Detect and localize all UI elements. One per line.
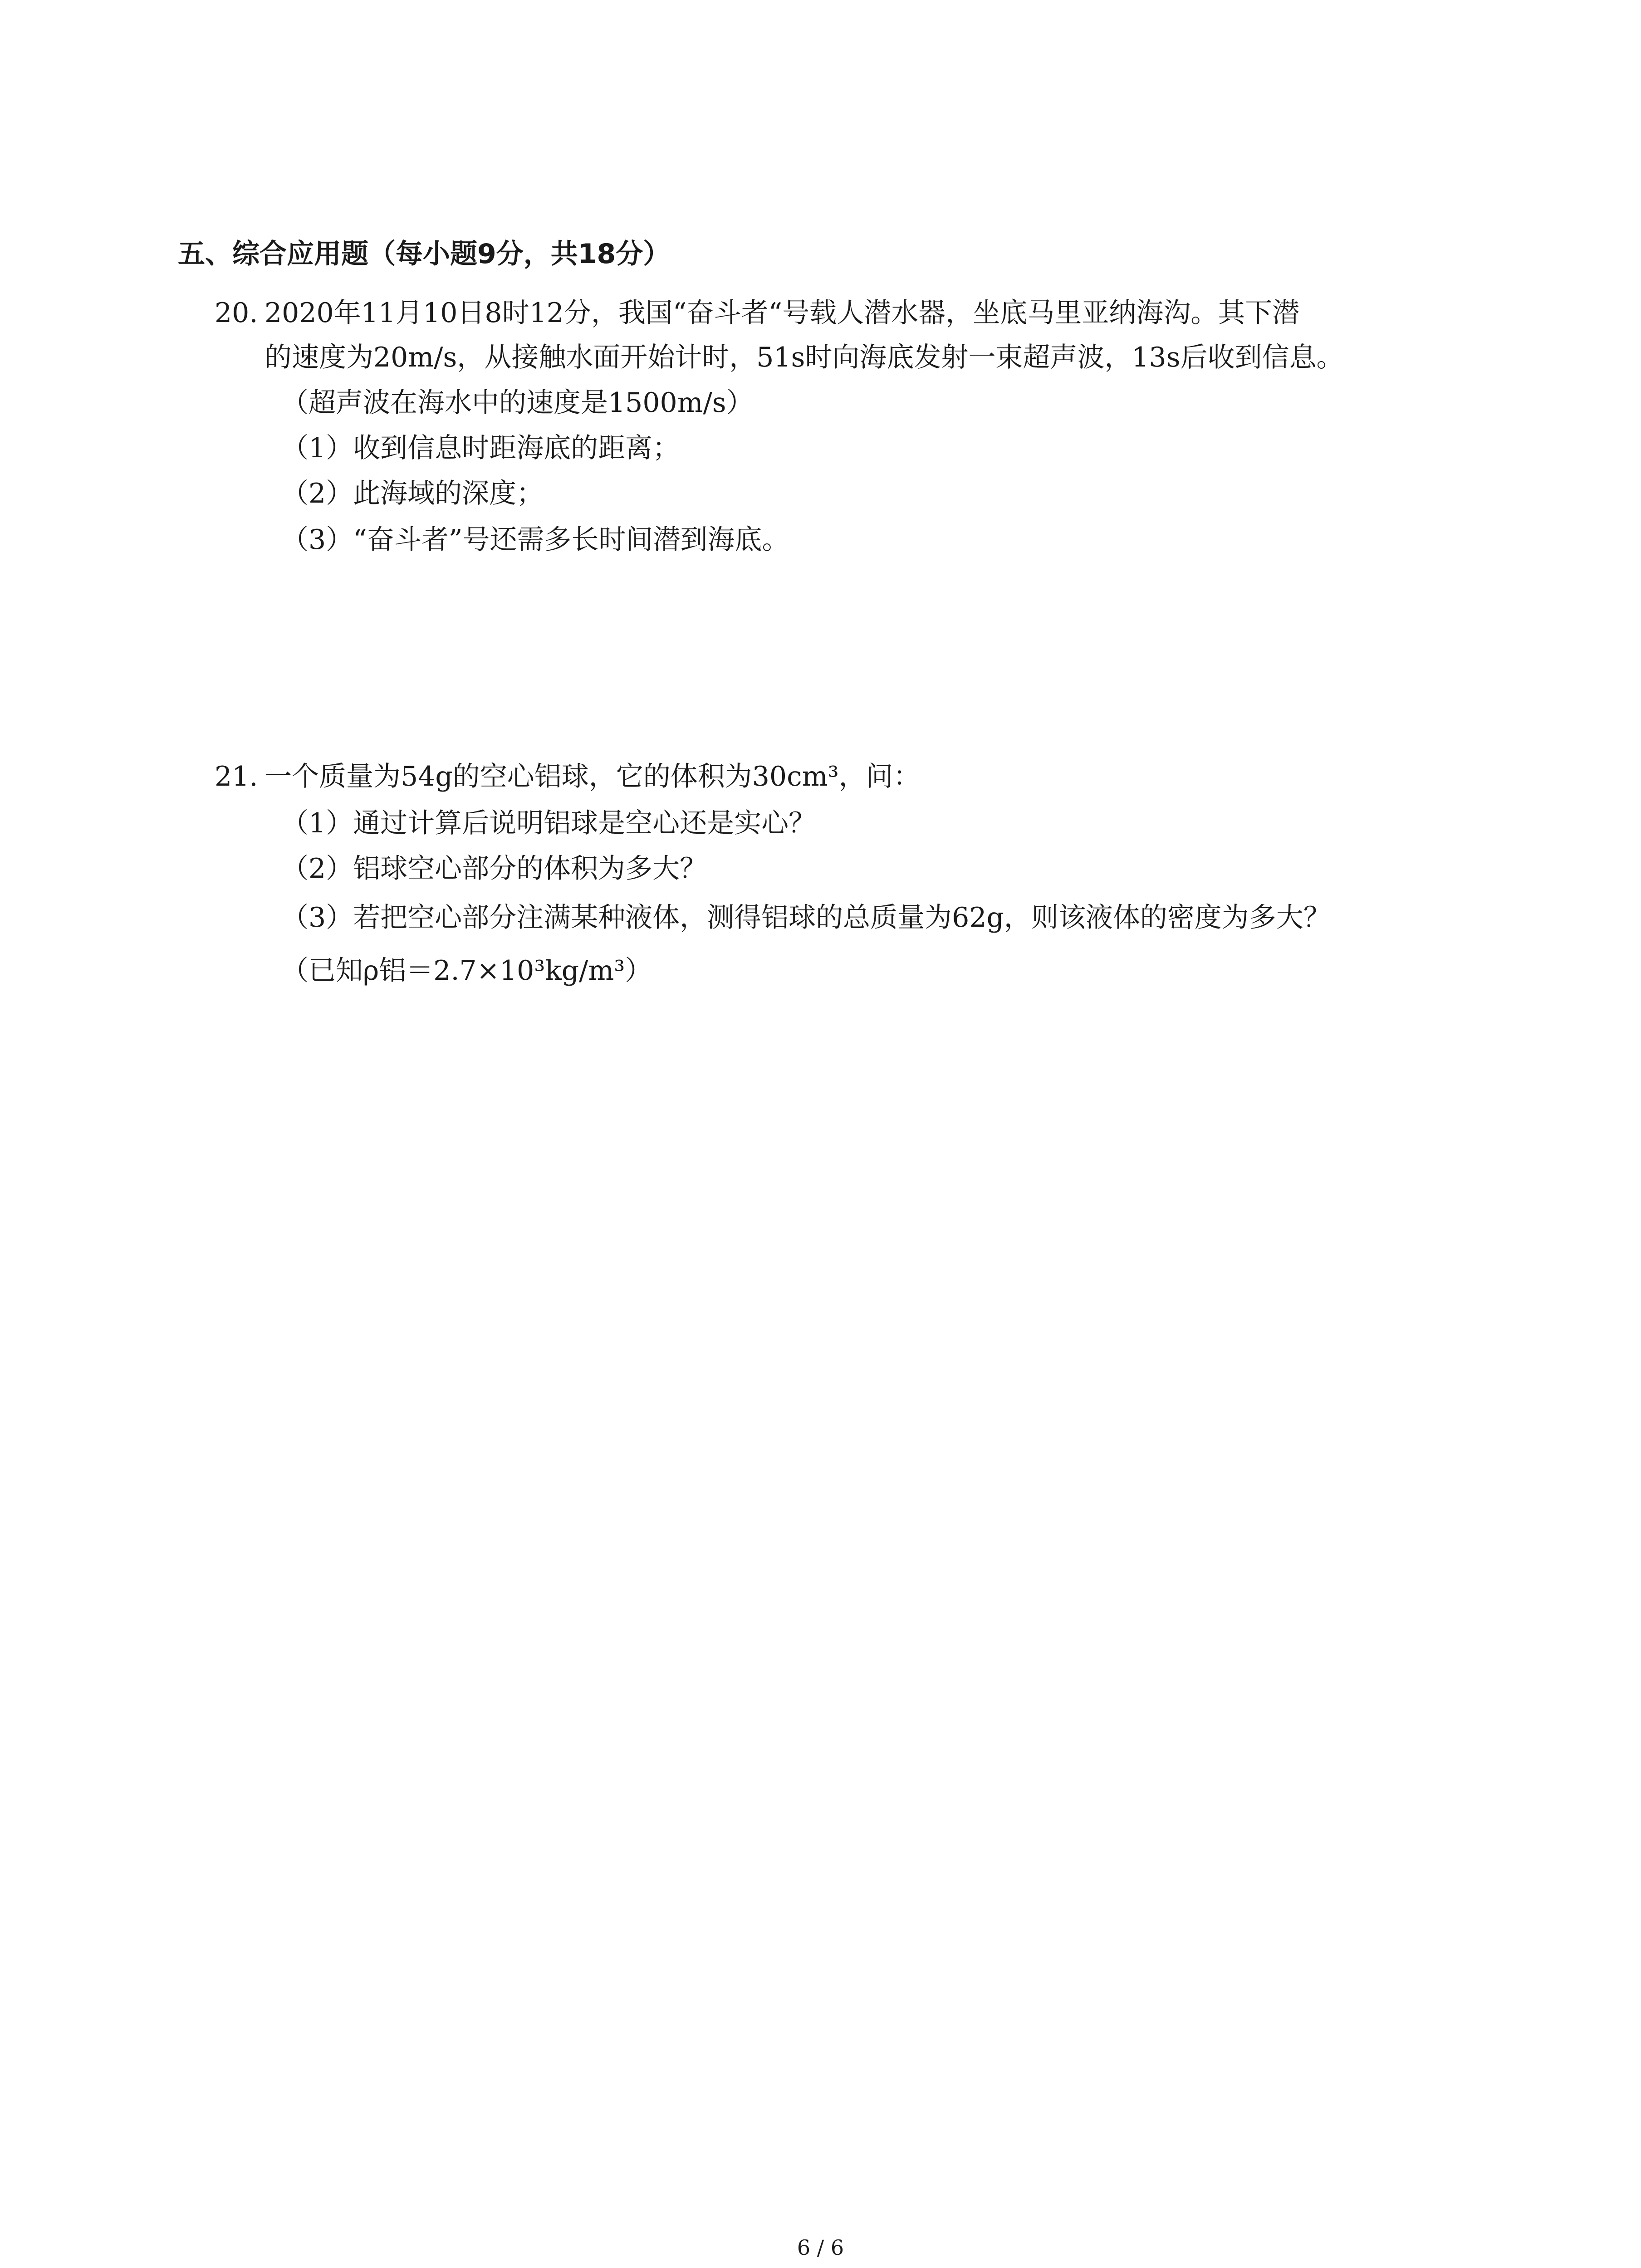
question-21-sub-2: （2）铝球空心部分的体积为多大？ — [281, 853, 707, 885]
question-20-sub-2: （2）此海域的深度； — [281, 478, 544, 509]
question-21-stem-text: 一个质量为54g的空心铝球，它的体积为30cm³，问： — [265, 761, 921, 792]
page-number: 6 / 6 — [797, 2235, 844, 2260]
question-21-number: 21. — [215, 761, 258, 792]
question-20-sub-3: （3）“奋斗者”号还需多长时间潜到海底。 — [281, 524, 789, 556]
question-21-line-1 — [215, 758, 921, 795]
question-21-sub-1: （1）通过计算后说明铝球是空心还是实心？ — [281, 807, 816, 839]
question-21-given-note: （已知ρ铝＝2.7×10³kg/m³） — [281, 955, 652, 987]
question-20-line-2: 的速度为20m/s，从接触水面开始计时，51s时向海底发射一束超声波，13s后收到信息。 — [265, 342, 1344, 373]
question-20-stem-text: 2020年11月10日8时12分，我国“奋斗者“号载人潜水器，坐底马里亚纳海沟。其下潜 — [265, 297, 1300, 329]
question-20-note: （超声波在海水中的速度是1500m/s） — [281, 387, 754, 419]
question-20-number: 20. — [215, 297, 258, 329]
question-20-sub-1: （1）收到信息时距海底的距离； — [281, 432, 680, 464]
section-heading: 五、综合应用题（每小题9分，共18分） — [178, 238, 671, 270]
question-21-sub-3: （3）若把空心部分注满某种液体，测得铝球的总质量为62g，则该液体的密度为多大？ — [281, 902, 1331, 934]
question-20-line-1 — [215, 295, 1299, 331]
